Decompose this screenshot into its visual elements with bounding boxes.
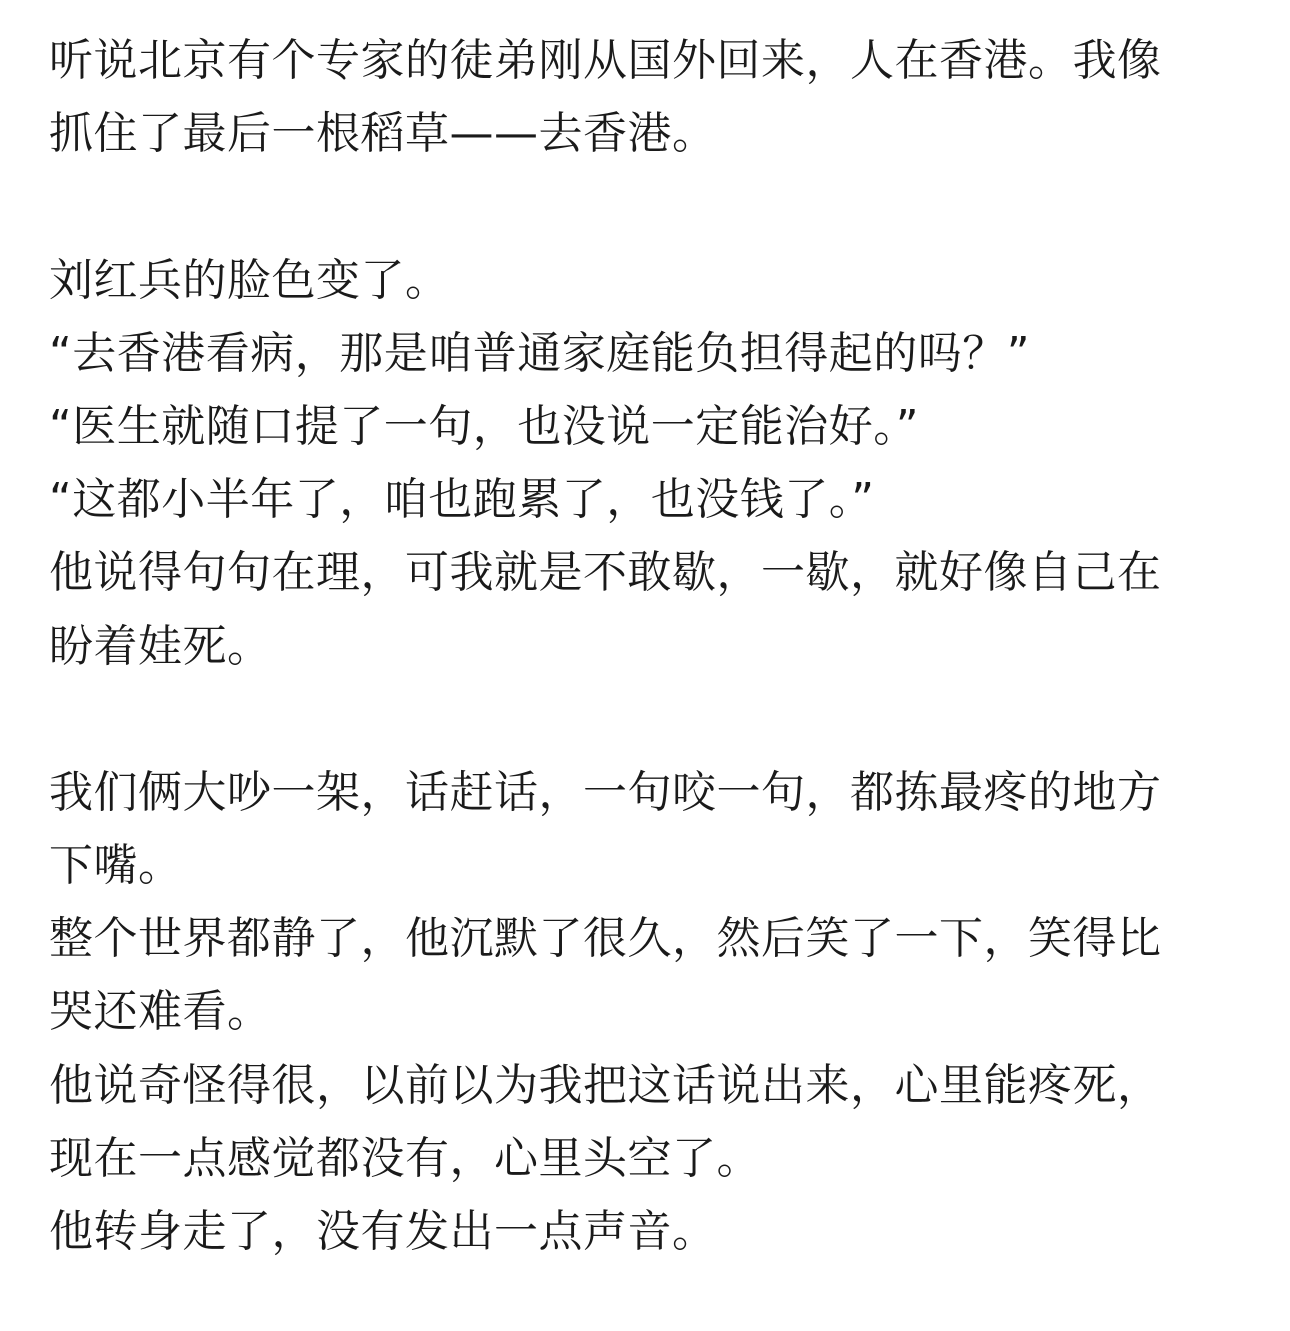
text-line: “这都小半年了，咱也跑累了，也没钱了。” — [49, 474, 875, 526]
text-line: 下嘴。 — [49, 840, 183, 892]
text-line: 我们俩大吵一架，话赶话，一句咬一句，都拣最疼的地方 — [49, 766, 1162, 818]
article-body — [49, 24, 1249, 1268]
text-line: 抓住了最后一根稻草——去香港。 — [49, 108, 717, 160]
paragraph-spacer — [49, 683, 1249, 756]
text-line: 整个世界都静了，他沉默了很久，然后笑了一下，笑得比 — [49, 913, 1162, 965]
text-line: “去香港看病，那是咱普通家庭能负担得起的吗？” — [49, 327, 1031, 379]
text-line: “医生就随口提了一句，也没说一定能治好。” — [49, 400, 920, 452]
text-line: 他转身走了，没有发出一点声音。 — [49, 1206, 717, 1257]
text-line: 听说北京有个专家的徒弟刚从国外回来，人在香港。我像 — [49, 35, 1162, 86]
paragraph-2 — [49, 244, 1249, 683]
text-line: 他说奇怪得很，以前以为我把这话说出来，心里能疼死， — [49, 1059, 1162, 1111]
text-line: 盼着娃死。 — [49, 620, 272, 672]
paragraph-3 — [49, 756, 1249, 1268]
text-line: 现在一点感觉都没有，心里头空了。 — [49, 1132, 761, 1184]
text-line: 哭还难看。 — [49, 986, 272, 1038]
text-line: 他说得句句在理，可我就是不敢歇，一歇，就好像自己在 — [49, 547, 1162, 599]
paragraph-1 — [49, 24, 1249, 170]
paragraph-spacer — [49, 170, 1249, 243]
text-line: 刘红兵的脸色变了。 — [49, 254, 450, 306]
